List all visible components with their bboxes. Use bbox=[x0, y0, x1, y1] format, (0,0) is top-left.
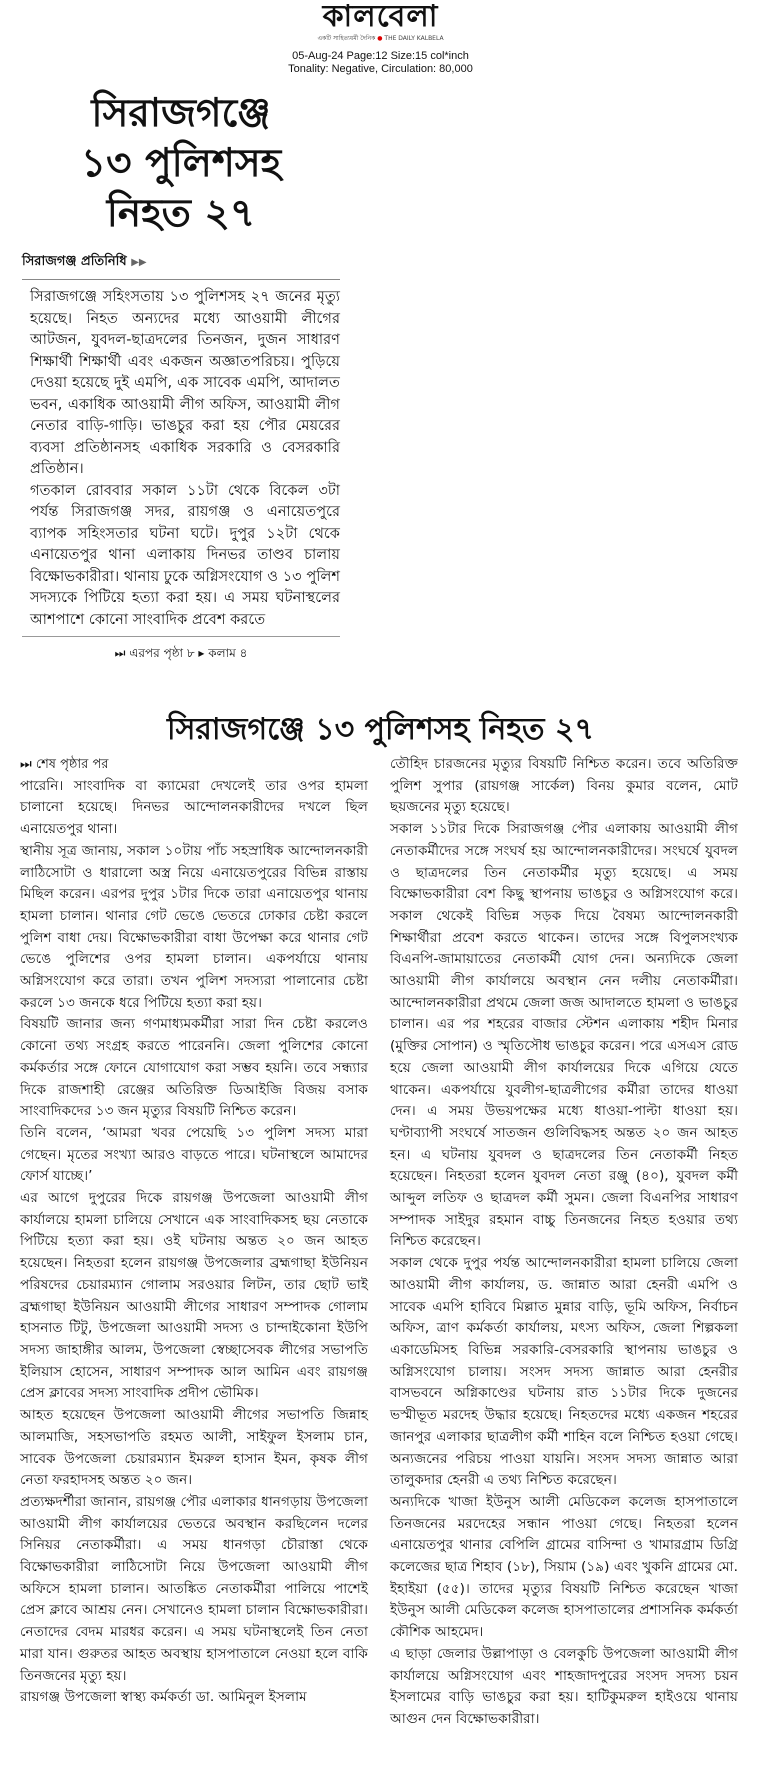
tagline-dot-icon: ● bbox=[377, 35, 383, 42]
continued-text: এরপর পৃষ্ঠা ৮ ▸ কলাম ৪ bbox=[129, 646, 248, 660]
paragraph: এর আগে দুপুরের দিকে রায়গঞ্জ উপজেলা আওয়ামী লীগ কার্যালয়ে হামলা চালিয়ে সেখানে এক সাংবাদিকসহ ছয় নেতাকে পিটিয়ে হত্যা করা হয়। ওই ঘটনায় অন্তত ২০ জন আহত হয়েছেন। নিহতরা হলেন রায়গঞ্জ উপজেলার ব্রহ্মগাছা ইউনিয়ন পরিষদের চেয়ারম্যান গোলাম সরওয়ার লিটন, তার ছোট ভাই ব্রহ্মগাছা ইউনিয়ন আওয়ামী লীগের সাধারণ সম্পাদক গোলাম হাসনাত টিটু, উপজেলা আওয়ামী সদস্য ও চান্দাইকোনা ইউপি সদস্য জাহাঙ্গীর আলম, উপজেলা স্বেচ্ছাসেবক লীগের সভাপতি ইলিয়াস হোসেন, সাধারণ সম্পাদক আল আমিন এবং রায়গঞ্জ প্রেস ক্লাবের সদস্য সাংবাদিক প্রদীপ ভৌমিক। bbox=[20, 1190, 368, 1402]
paragraph: বিষয়টি জানার জন্য গণমাধ্যমকর্মীরা সারা দিন চেষ্টা করলেও কোনো তথ্য সংগ্রহ করতে পারেননি। জেলা পুলিশের কোনো কর্মকর্তার সঙ্গে ফোনে যোগাযোগ করা সম্ভব হয়নি। তবে সন্ধ্যার দিকে রাজশাহী রেঞ্জের অতিরিক্ত ডিআইজি বিজয় বসাক সাংবাদিকদের ১৩ জন মৃত্যুর বিষয়টি নিশ্চিত করেন। bbox=[20, 1016, 368, 1120]
headline-line-1: সিরাজগঞ্জে bbox=[91, 90, 271, 136]
clipping-meta bbox=[0, 50, 761, 76]
masthead bbox=[0, 0, 761, 76]
continuation-left-column bbox=[20, 754, 368, 1709]
paragraph: গতকাল রোববার সকাল ১১টা থেকে বিকেল ৩টা পর্যন্ত সিরাজগঞ্জ সদর, রায়গঞ্জ ও এনায়েতপুরে ব্যাপক সহিংসতার ঘটনা ঘটে। দুপুর ১২টা থেকে এনায়েতপুর থানা এলাকায় দিনভর তাণ্ডব চালায় বিক্ষোভকারীরা। থানায় ঢুকে অগ্নিসংযোগ ও ১৩ পুলিশ সদস্যকে পিটিয়ে হত্যা করা হয়। এ সময় ঘটনাস্থলের আশপাশে কোনো সাংবাদিক প্রবেশ করতে bbox=[30, 481, 340, 628]
story-continuation-headline: সিরাজগঞ্জে ১৩ পুলিশসহ নিহত ২৭ bbox=[167, 712, 594, 747]
headline-line-2: ১৩ পুলিশসহ bbox=[80, 140, 282, 186]
paragraph: আহত হয়েছেন উপজেলা আওয়ামী লীগের সভাপতি জিন্নাহ আলমাজি, সহসভাপতি রহমত আলী, সাইফুল ইসলাম চান, সাবেক উপজেলা চেয়ারম্যান ইমরুল হাসান ইমন, কৃষক লীগ নেতা ফরহাদসহ অন্তত ২০ জন। bbox=[20, 1407, 368, 1489]
paragraph: এ ছাড়া জেলার উল্লাপাড়া ও বেলকুচি উপজেলা আওয়ামী লীগ কার্যালয়ে অগ্নিসংযোগ এবং শাহজাদপুরের সংসদ সদস্য চয়ন ইসলামের বাড়ি ভাঙচুর করা হয়। হাটিকুমরুল হাইওয়ে থানায় আগুন দেন বিক্ষোভকারীরা। bbox=[390, 1645, 738, 1727]
paragraph: তৌহিদ চারজনের মৃত্যুর বিষয়টি নিশ্চিত করেন। তবে অতিরিক্ত পুলিশ সুপার (রায়গঞ্জ সার্কেল) বিনয় কুমার বলেন, মোট ছয়জনের মৃত্যু হয়েছে। bbox=[390, 756, 738, 816]
headline-line-3: নিহত ২৭ bbox=[106, 190, 256, 236]
tagline bbox=[0, 33, 761, 44]
continued-line bbox=[22, 636, 340, 665]
meta-line-2: Tonality: Negative, Circulation: 80,000 bbox=[288, 63, 473, 75]
paragraph: অন্যদিকে খাজা ইউনুস আলী মেডিকেল কলেজ হাসপাতালে তিনজনের মরদেহের সন্ধান পাওয়া গেছে। নিহতরা হলেন এনায়েতপুর থানার বেপিলি গ্রামের বাসিন্দা ও খামারগ্রাম ডিগ্রি কলেজের ছাত্র শিহাব (১৮), সিয়াম (১৯) এবং খুকনি গ্রামের মো. ইহাইয়া (৫৫)। তাদের মৃত্যুর বিষয়টি নিশ্চিত করেছেন খাজা ইউনুস আলী মেডিকেল কলেজ হাসপাতালের প্রশাসনিক কর্মকর্তা কৌশিক আহমেদ। bbox=[390, 1493, 738, 1641]
meta-line-1: 05-Aug-24 Page:12 Size:15 col*inch bbox=[292, 50, 469, 62]
newspaper-logo: কালবেলা bbox=[322, 0, 439, 34]
story-front-headline bbox=[22, 88, 340, 238]
story-front bbox=[22, 88, 340, 665]
paragraph: সকাল থেকে দুপুর পর্যন্ত আন্দোলনকারীরা হামলা চালিয়ে জেলা আওয়ামী লীগ কার্যালয়, ড. জান্নাত আরা হেনরী এমপি ও সাবেক এমপি হাবিবে মিল্লাত মুন্নার বাড়ি, ভূমি অফিস, নির্বাচন অফিস, ত্রাণ কর্মকর্তা কার্যালয়, মৎস্য অফিস, জেলা শিল্পকলা একাডেমিসহ বিভিন্ন সরকারি-বেসরকারি স্থাপনায় ভাঙচুর ও অগ্নিসংযোগ চালায়। সংসদ সদস্য জান্নাত আরা হেনরীর বাসভবনে অগ্নিকাণ্ডের ঘটনায় রাত ১১টার দিকে দুজনের ভস্মীভূত মরদেহ উদ্ধার হয়েছে। নিহতদের মধ্যে একজন শহরের জানপুর এলাকার ছাত্রলীগ কর্মী শাহিন বলে নিশ্চিত হওয়া গেছে। অন্যজনের পরিচয় পাওয়া যায়নি। সংসদ সদস্য জান্নাত আরা তালুকদার হেনরী এ তথ্য নিশ্চিত করেছেন। bbox=[390, 1255, 738, 1489]
fast-forward-icon: ⏭ bbox=[114, 646, 126, 660]
paragraph: তিনি বলেন, ‘আমরা খবর পেয়েছি ১৩ পুলিশ সদস্য মারা গেছেন। মৃতের সংখ্যা আরও বাড়তে পারে। ঘটনাস্থলে আমাদের ফোর্স যাচ্ছে।’ bbox=[20, 1124, 368, 1185]
paragraph: রায়গঞ্জ উপজেলা স্বাস্থ্য কর্মকর্তা ডা. আমিনুল ইসলাম bbox=[20, 1689, 307, 1706]
paragraph: সিরাজগঞ্জে সহিংসতায় ১৩ পুলিশসহ ২৭ জনের মৃত্যু হয়েছে। নিহত অন্যদের মধ্যে আওয়ামী লীগের আটজন, যুবদল-ছাত্রদলের তিনজন, দুজন সাধারণ শিক্ষার্থী শিক্ষার্থী এবং একজন অজ্ঞাতপরিচয়। পুড়িয়ে দেওয়া হয়েছে দুই এমপি, এক সাবেক এমপি, আদালত ভবন, একাধিক আওয়ামী লীগ অফিস, আওয়ামী লীগ নেতার বাড়ি-গাড়ি। ভাঙচুর করা হয় পৌর মেয়রের ব্যবসা প্রতিষ্ঠানসহ একাধিক সরকারি ও বেসরকারি প্রতিষ্ঠান। bbox=[30, 288, 340, 477]
fast-forward-icon: ⏭ bbox=[20, 757, 32, 772]
kicker bbox=[20, 754, 368, 776]
double-arrow-icon: ▶▶ bbox=[131, 257, 147, 268]
paragraph: সকাল ১১টার দিকে সিরাজগঞ্জ পৌর এলাকায় আওয়ামী লীগ নেতাকর্মীদের সঙ্গে সংঘর্ষ হয় আন্দোলনকারীদের। সংঘর্ষে যুবদল ও ছাত্রদলের তিন নেতাকর্মীর মৃত্যু হয়েছে। এ সময় বিক্ষোভকারীরা বেশ কিছু স্থাপনায় ভাঙচুর ও অগ্নিসংযোগ করে। সকাল থেকেই বিভিন্ন সড়ক দিয়ে বৈষম্য আন্দোলনকারী শিক্ষার্থীরা প্রবেশ করতে থাকেন। তাদের সঙ্গে বিপুলসংখ্যক বিএনপি-জামায়াতের নেতাকর্মী যোগ দেন। অন্যদিকে জেলা আওয়ামী লীগ কার্যালয়ে অবস্থান নেন দলীয় নেতাকর্মীরা। আন্দোলনকারীরা প্রথমে জেলা জজ আদালতে হামলা ও ভাঙচুর চালান। এর পর শহরের বাজার স্টেশন এলাকায় শহীদ মিনার (মুক্তির সোপান) ও স্মৃতিসৌধ ভাঙচুর করেন। পরে এসএস রোড হয়ে জেলা আওয়ামী লীগ কার্যালয়ের দিকে এগিয়ে যেতে থাকেন। একপর্যায়ে যুবলীগ-ছাত্রলীগের কর্মীরা তাদের ধাওয়া দেন। এ সময় উভয়পক্ষের মধ্যে ধাওয়া-পাল্টা ধাওয়া হয়। ঘণ্টাব্যাপী সংঘর্ষে সাতজন গুলিবিদ্ধসহ অন্তত ২০ জন আহত হন। এ ঘটনায় যুবদল ও ছাত্রদলের তিন নেতাকর্মী নিহত হয়েছেন। নিহতরা হলেন যুবদল নেতা রঞ্জু (৪০), যুবদল কর্মী আব্দুল লতিফ ও ছাত্রদল কর্মী সুমন। জেলা বিএনপির সাধারণ সম্পাদক সাইদুর রহমান বাচ্চু তিনজনের নিহত হওয়ার তথ্য নিশ্চিত করেছেন। bbox=[390, 821, 738, 1250]
tagline-en: THE DAILY KALBELA bbox=[384, 35, 444, 42]
paragraph: পারেনি। সাংবাদিক বা ক্যামেরা দেখলেই তার ওপর হামলা চালানো হয়েছে। দিনভর আন্দোলনকারীদের দখলে ছিল এনায়েতপুর থানা। bbox=[20, 777, 368, 838]
tagline-bn: একটি সাহিত্যধর্মী দৈনিক bbox=[317, 35, 376, 42]
continuation-right-column bbox=[390, 754, 738, 1731]
kicker-text: শেষ পৃষ্ঠার পর bbox=[35, 757, 109, 772]
paragraph: প্রত্যক্ষদর্শীরা জানান, রায়গঞ্জ পৌর এলাকার ধানগড়ায় উপজেলা আওয়ামী লীগ কার্যালয়ের ভেতরে অবস্থান করছিলেন দলের সিনিয়র নেতাকর্মীরা। এ সময় ধানগড়া চৌরাস্তা থেকে বিক্ষোভকারীরা লাঠিসোটা নিয়ে উপজেলা আওয়ামী লীগ অফিসে হামলা চালান। আতঙ্কিত নেতাকর্মীরা পালিয়ে পাশেই প্রেস ক্লাবে আশ্রয় নেন। সেখানেও হামলা চালান বিক্ষোভকারীরা। নেতাদের বেদম মারধর করেন। এ সময় ঘটনাস্থলেই তিন নেতা মারা যান। গুরুতর আহত অবস্থায় হাসপাতালে নেওয়া হলে বাকি তিনজনের মৃত্যু হয়। bbox=[20, 1493, 368, 1684]
story-front-body bbox=[30, 286, 340, 630]
byline-text: সিরাজগঞ্জ প্রতিনিধি bbox=[22, 254, 127, 269]
paragraph: স্থানীয় সূত্র জানায়, সকাল ১০টায় পাঁচ সহস্রাধিক আন্দোলনকারী লাঠিসোটা ও ধারালো অস্ত্র নিয়ে এনায়েতপুরের বিভিন্ন রাস্তায় মিছিল করেন। এরপর দুপুর ১টার দিকে তারা এনায়েতপুর থানায় হামলা চালান। থানার গেট ভেঙে ভেতরে ঢোকার চেষ্টা করলে পুলিশ বাধা দেয়। বিক্ষোভকারীরা বাধা উপেক্ষা করে থানার গেট ভেঙে পুলিশের ওপর হামলা চালান। একপর্যায়ে থানায় অগ্নিসংযোগ করে তারা। তখন পুলিশ সদস্যরা পালানোর চেষ্টা করলে ১৩ জনকে ধরে পিটিয়ে হত্যা করা হয়। bbox=[20, 842, 368, 1011]
byline bbox=[22, 252, 340, 280]
